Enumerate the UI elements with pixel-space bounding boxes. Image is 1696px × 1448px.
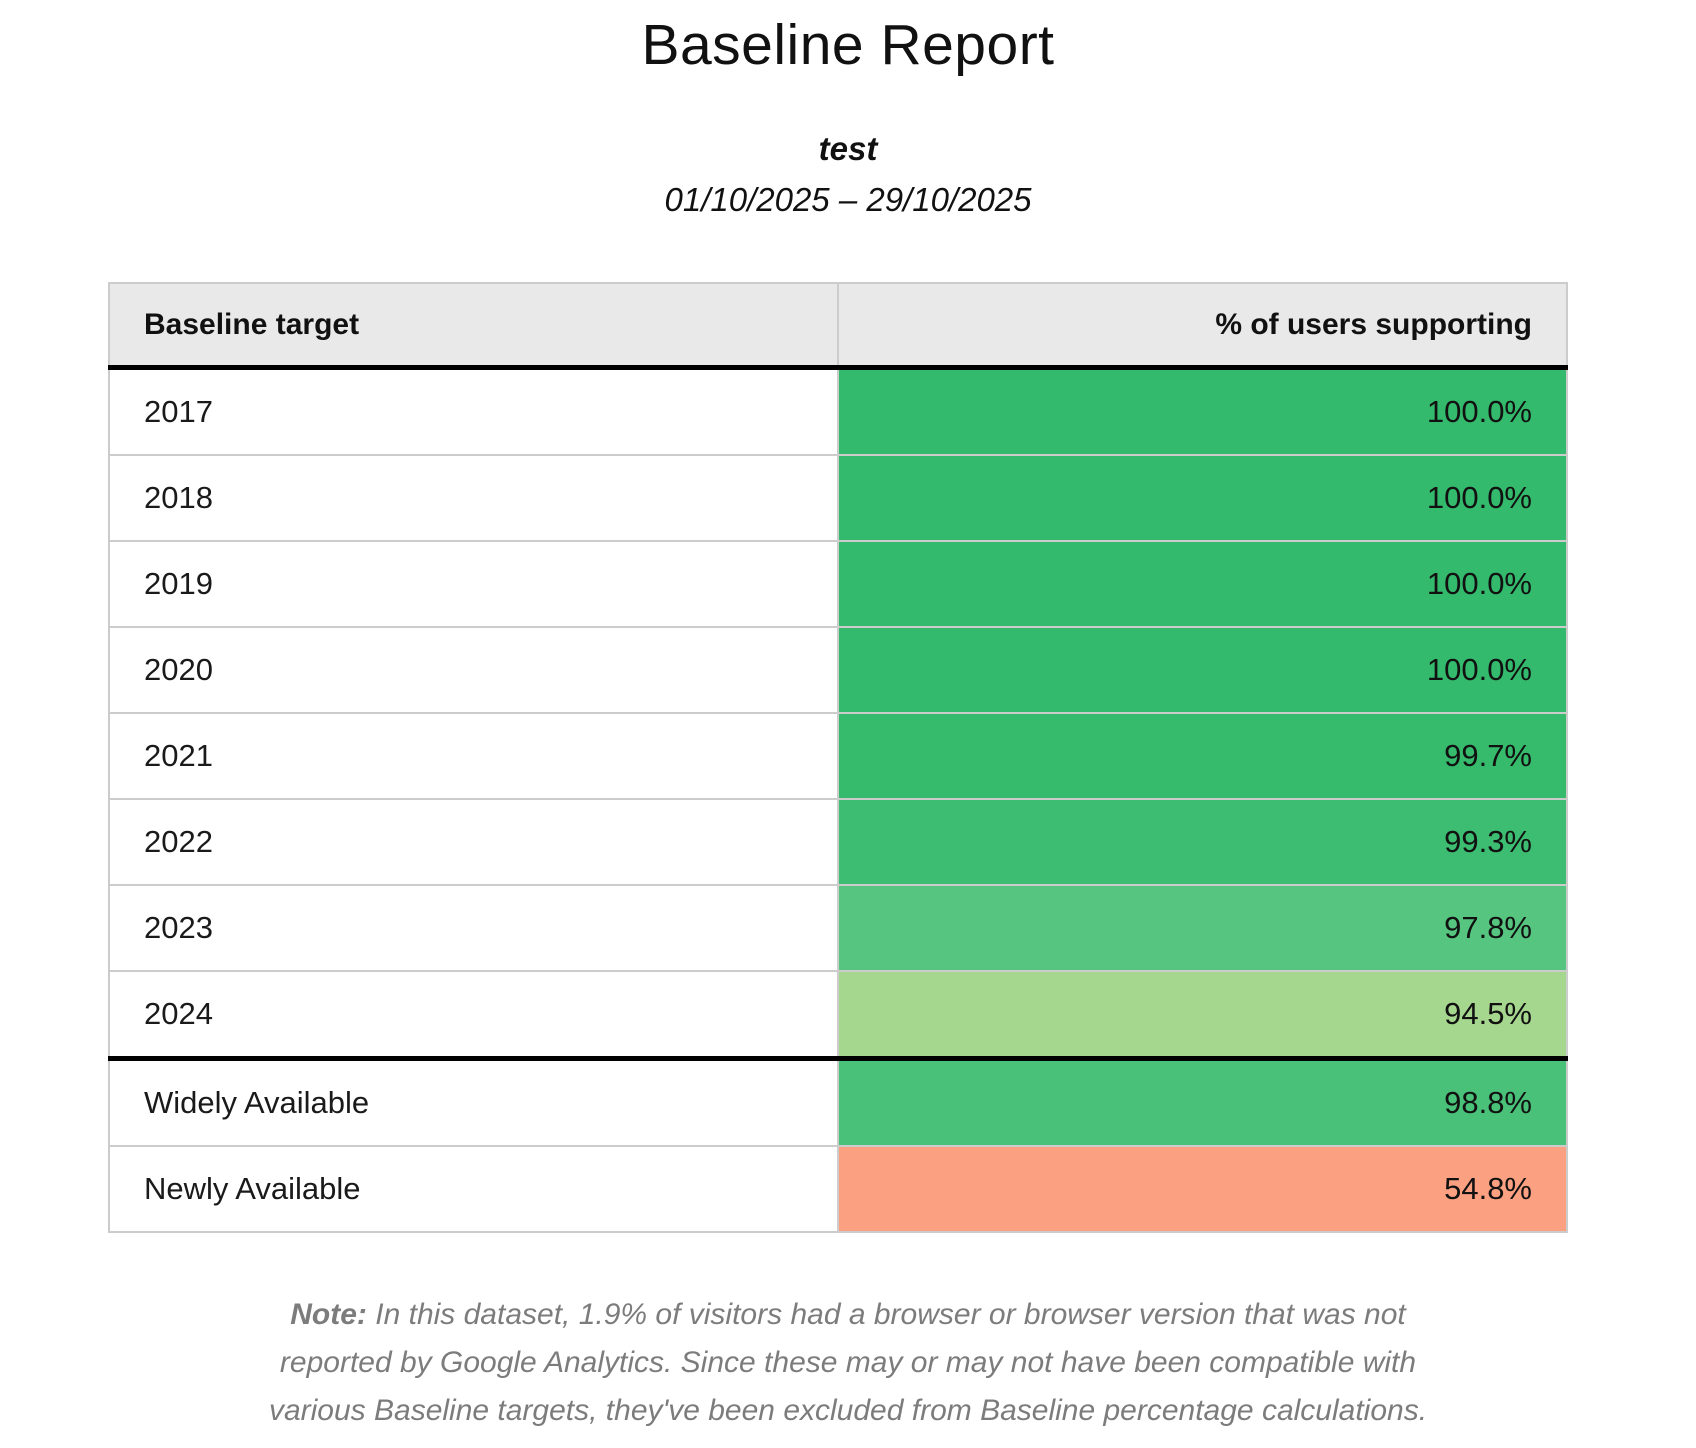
percent-supporting-cell: 99.3%: [838, 799, 1567, 885]
baseline-target-cell: 2017: [109, 368, 838, 456]
baseline-table: [108, 282, 1568, 1233]
percent-supporting-cell: 100.0%: [838, 368, 1567, 456]
table-row: [109, 1146, 1567, 1232]
percent-supporting-cell: 97.8%: [838, 885, 1567, 971]
table-row: [109, 713, 1567, 799]
baseline-target-cell: 2019: [109, 541, 838, 627]
percent-supporting-cell: 100.0%: [838, 541, 1567, 627]
column-header-percent-supporting: % of users supporting: [838, 283, 1567, 368]
baseline-target-cell: 2020: [109, 627, 838, 713]
baseline-target-cell: 2018: [109, 455, 838, 541]
percent-supporting-cell: 99.7%: [838, 713, 1567, 799]
baseline-target-cell: 2021: [109, 713, 838, 799]
baseline-target-cell: 2023: [109, 885, 838, 971]
percent-supporting-cell: 94.5%: [838, 971, 1567, 1059]
baseline-target-cell: 2024: [109, 971, 838, 1059]
baseline-target-cell: Widely Available: [109, 1059, 838, 1147]
note-line: various Baseline targets, they've been excluded from Baseline percentage calculations.: [268, 1394, 1428, 1427]
percent-supporting-cell: 98.8%: [838, 1059, 1567, 1147]
percent-supporting-cell: 54.8%: [838, 1146, 1567, 1232]
table-row: [109, 971, 1567, 1059]
page-title: Baseline Report: [641, 13, 1055, 77]
table-header: [109, 283, 1567, 368]
note: [178, 1291, 1518, 1435]
table-body: [109, 368, 1567, 1233]
table-row: [109, 1059, 1567, 1147]
table-row: [109, 455, 1567, 541]
percent-supporting-cell: 100.0%: [838, 627, 1567, 713]
baseline-target-cell: 2022: [109, 799, 838, 885]
table-header-row: [109, 283, 1567, 368]
table-row: [109, 799, 1567, 885]
report-date-range: 01/10/2025 – 29/10/2025: [664, 181, 1032, 218]
report-subtitle: test: [818, 130, 878, 167]
table-row: [109, 627, 1567, 713]
table-row: [109, 885, 1567, 971]
note-line: reported by Google Analytics. Since these may or may not have been compatible with: [279, 1346, 1417, 1379]
baseline-target-cell: Newly Available: [109, 1146, 838, 1232]
table-row: [109, 541, 1567, 627]
note-text: In this dataset, 1.9% of visitors had a browser or browser version that was not: [375, 1298, 1406, 1331]
note-label: Note:: [290, 1298, 367, 1331]
table-row: [109, 368, 1567, 456]
note-line: [178, 1291, 1518, 1339]
percent-supporting-cell: 100.0%: [838, 455, 1567, 541]
column-header-baseline-target: Baseline target: [109, 283, 838, 368]
